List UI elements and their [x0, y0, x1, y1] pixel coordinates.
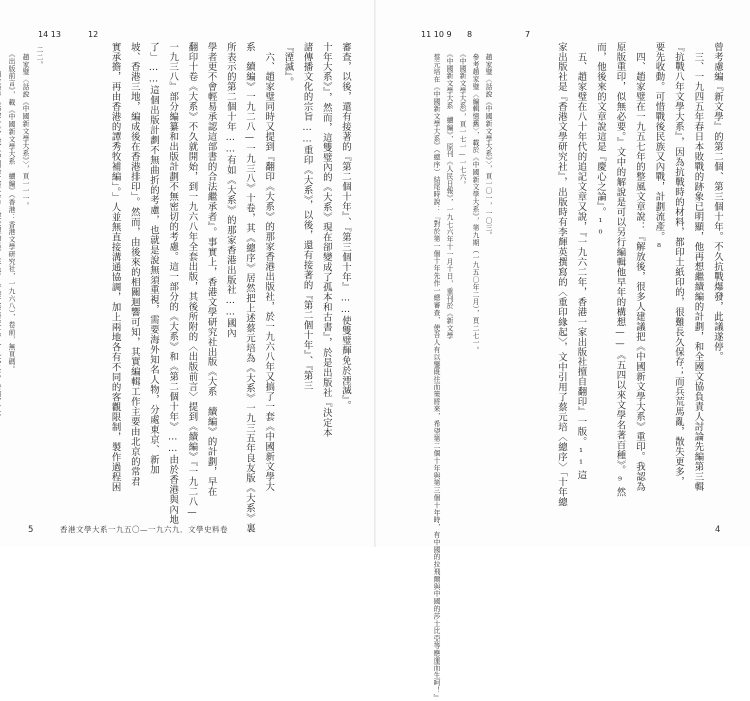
- footnote-text: 蔡元培在《中國新文學大系》（總序）結尾時說：『對於第一個十年先作一總審查，使吾人有以鑒既往而策將來，希望第二個十年與第三個十年時，有中國的拉飛爾與中國的莎士比亞等應運而生呵！』: [432, 46, 440, 701]
- footnote-number: 12: [88, 30, 99, 39]
- body-text-column: 所表示的第二個十年……有如《大系》的那家香港出版社……國內: [224, 42, 236, 339]
- body-text-column: 了」……這個出版計劃不無曲折的考慮，也就是說無須重視，需要海外知名人物，分處東京、新加: [148, 42, 159, 475]
- footnote-text: 《中國新文學大系》，頁一七一—一七六。: [458, 46, 466, 189]
- footnote-text: 《出版前言》，載《中國新文學大系 續編》（香港：香港文學研究社，一九六八），卷前，無頁碼。: [7, 46, 15, 373]
- footnote-number: 14 13: [38, 30, 61, 39]
- body-text-column: 系 續編》一九二八—一九三八》十卷，其《總序》居然把上述蔡元培為《大系》一九三五年良友版《大系》裏: [244, 42, 255, 534]
- body-text-column: 實承擔，再由香港的譚秀牧補編」。」人並無直接溝通協調，加上兩地各有不同的客觀限制，製作過程困: [109, 42, 121, 493]
- body-text-column: 一九三八』部分編纂和出版計劃不無密切的考慮。這一部分的《大系》和《第二個十年》……由於香港與內地: [167, 42, 179, 525]
- body-text-column: 諸傳播文化的宗旨……重印《大系》，以後，還有接著的『第二個十年』、『第三: [301, 42, 313, 391]
- body-text-column: 學者更不會輕易承認這部書的合法繼承者』。事實上，香港文學研究社出版《大系 續編》的計劃，早在: [205, 42, 217, 497]
- left-page: [0, 0, 375, 547]
- footnote-number: 8: [467, 30, 473, 39]
- body-text-column: 四、趙家璧在一九五七年的整風文章說：『解放後，很多人建議把《中國新文學大系》重印。我認為: [634, 42, 645, 492]
- footnote-text: 《中國新文學大系 續編》，原刊《人民日報》，一九七六年十一月十日，重刊於《新文學: [445, 46, 453, 340]
- body-text-column: 曾考慮編『新文學』的第二個、第三個十年。不久抗戰爆發，此議遂停。: [712, 42, 723, 362]
- body-text-column: 翻印十卷《大系》不久就開始，到一九六八年全套出版，其後所附的〈出版前言〉提到《續編》『一九二八—: [186, 42, 198, 519]
- body-text-column: 坡、香港三地，編成後在香港排印」。然而，由後來的相關迴響可知，其實編輯工作主要由北京的常君: [128, 42, 140, 487]
- footnote-text: [0, 46, 2, 496]
- footnote-text: 參考趙家璧〈編輯憶舊〉，載於《中國新文學大系》，第九期（一九五〇年二月），頁二七一。: [471, 46, 479, 354]
- body-text-column: 原版重印，似無必要。』文中的解說是可以另行編輯他早年的構想——《五四以來文學名著百種》。⁹然: [614, 42, 626, 497]
- body-text-column: 六、趙家璧同時又提到『翻印《大系》的那家香港出版社，於一九六八年又搞了一套《中國新文學大: [263, 42, 275, 492]
- body-text-column: 十年大系》』，然而，這雙璧內的《大系》現在卻變成了孤本和古書』，於是出版社『決定本: [320, 42, 332, 438]
- body-text-column: 『抗戰八年文學大系』，因為抗戰時的材料，都印土紙印的，很難長久保存；而兵荒馬亂，散失更多，: [673, 42, 684, 487]
- body-text-column: 家出版社是『香港文學研究社』，出版時有李輝英撰寫的〈重印緣起〉，文中引用了蔡元培〈總序〉「十年總: [556, 42, 567, 508]
- footnote-text: 趙家璧〈話說《中國新文學大系》〉，頁一一一。: [21, 46, 29, 210]
- body-text-column: 審查，以後，還有接著的『第二個十年』、『第三個十年』……使雙璧輝免於湮滅』。: [340, 42, 351, 411]
- running-head: 香港文學大系一九五〇—一九六九．文學史料卷: [60, 525, 228, 534]
- right-page: [375, 0, 750, 701]
- footnote-text: 趙家璧〈話說《中國新文學大系》〉，頁一〇一，一〇三。: [484, 46, 492, 239]
- footnote-text: 二二。: [35, 46, 43, 69]
- footnote-number: 7: [525, 30, 531, 39]
- page-number: 5: [28, 525, 34, 535]
- page-number: 4: [715, 525, 721, 535]
- body-text-column: 三、一九四五年春日本敗戰的跡象已明顯，他再想繼續編的計劃，和全國文協負責人討論先編第三輯: [692, 42, 704, 492]
- body-text-column: 要先收動。可惜戰後民族又內戰，計劃流產。⁸: [653, 42, 665, 254]
- footnote-number: 11 10 9: [421, 30, 452, 39]
- body-text-column: 『湮滅』。: [282, 42, 294, 88]
- body-text-column: 五、趙家璧在八十年代的追記文章又說，『一九六二年，香港一家出版社擅自翻印』一版。¹¹這: [575, 42, 587, 481]
- body-text-column: 而，他後來的文章說這是『慶心之論』。¹⁰: [595, 42, 606, 241]
